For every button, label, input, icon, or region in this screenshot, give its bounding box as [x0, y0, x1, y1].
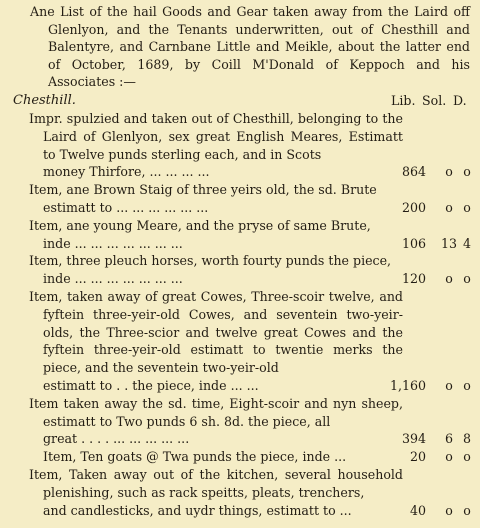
list-item: [29, 466, 471, 519]
column-head-sol: Sol.: [422, 93, 447, 108]
entry-lead: estimatt to . . the piece, inde ... ...: [43, 377, 259, 393]
amount-den: o: [463, 502, 471, 518]
list-item: [29, 217, 471, 253]
entry-text: Item, three pleuch horses, worth fourty punds the piece,: [29, 253, 392, 269]
amount-lib: 40: [409, 502, 426, 518]
amount-lib: 120: [401, 271, 426, 287]
entry-text: Item, taken away of great Cowes, Three-scoir twelve, and fyftein three-yeir-old Cowes, and seventein two-yeir-olds, the Three-scior and twelve great Cowes and the fyftein three-yeir-old estimatt to twentie merks the piece, and the seventein two-yeir-old: [29, 288, 403, 376]
amount-den: o: [463, 199, 471, 215]
amount-sol: 6: [444, 431, 453, 447]
entry-text: Item, ane young Meare, and the pryse of same Brute,: [29, 217, 371, 233]
amount-sol: 13: [440, 235, 458, 251]
list-item: [29, 110, 471, 181]
amount-sol: o: [445, 271, 453, 287]
amount-den: 8: [462, 431, 471, 447]
entry-lead: great . . . . ... ... ... ... ...: [43, 431, 190, 447]
list-item: [29, 181, 471, 217]
column-head-d: D.: [453, 93, 467, 108]
amount-lib: 20: [409, 449, 426, 465]
entry-list: [0, 110, 480, 519]
section-title: Chesthill.: [13, 93, 76, 108]
entry-text: Item, Taken away out of the kitchen, several household plenishing, such as rack speitts, pleats, trenchers,: [29, 466, 403, 500]
list-item: [29, 448, 471, 466]
amount-lib: 106: [401, 235, 426, 251]
list-item: [29, 395, 471, 448]
entry-lead: money Thirfore, ... ... ... ...: [43, 164, 210, 180]
amount-lib: 394: [401, 431, 426, 447]
entry-lead: inde ... ... ... ... ... ... ...: [43, 235, 183, 251]
amount-lib: 864: [401, 164, 426, 180]
amount-den: o: [463, 449, 471, 465]
entry-lead: estimatt to ... ... ... ... ... ...: [43, 199, 209, 215]
entry-text: Item, ane Brown Staig of three yeirs old, the sd. Brute: [29, 182, 377, 198]
section-header: [13, 93, 473, 111]
amount-den: o: [463, 377, 471, 393]
amount-lib: 1,160: [389, 377, 426, 393]
entry-lead: Item, Ten goats @ Twa punds the piece, inde ...: [43, 449, 347, 465]
entry-lead: inde ... ... ... ... ... ... ...: [43, 271, 183, 287]
entry-text: Impr. spulzied and taken out of Chesthill, belonging to the Laird of Glenlyon, sex great English Meares, Estimatt to Twelve punds sterling each, and in Scots: [29, 111, 403, 162]
amount-den: 4: [462, 235, 471, 251]
list-item: [29, 252, 471, 288]
amount-sol: o: [445, 199, 453, 215]
amount-sol: o: [445, 377, 453, 393]
amount-den: o: [463, 164, 471, 180]
entry-text: Item taken away the sd. time, Eight-scoir and nyn sheep, estimatt to Two punds 6 sh. 8d. the piece, all: [29, 395, 403, 429]
column-head-lib: Lib.: [391, 93, 416, 108]
amount-lib: 200: [401, 199, 426, 215]
amount-sol: o: [445, 164, 453, 180]
amount-sol: o: [445, 449, 453, 465]
amount-sol: o: [445, 502, 453, 518]
list-item: [29, 288, 471, 395]
amount-den: o: [463, 271, 471, 287]
entry-lead: and candlesticks, and uydr things, estimatt to ...: [43, 502, 352, 518]
intro-paragraph: Ane List of the hail Goods and Gear taken away from the Laird off Glenlyon, and the Tenants underwritten, out of Chesthill and Balentyre, and Carnbane Little and Meikle, about the latter end of October, 1689, by Coill M'Donald of Keppoch and his Associates :—: [30, 4, 470, 90]
